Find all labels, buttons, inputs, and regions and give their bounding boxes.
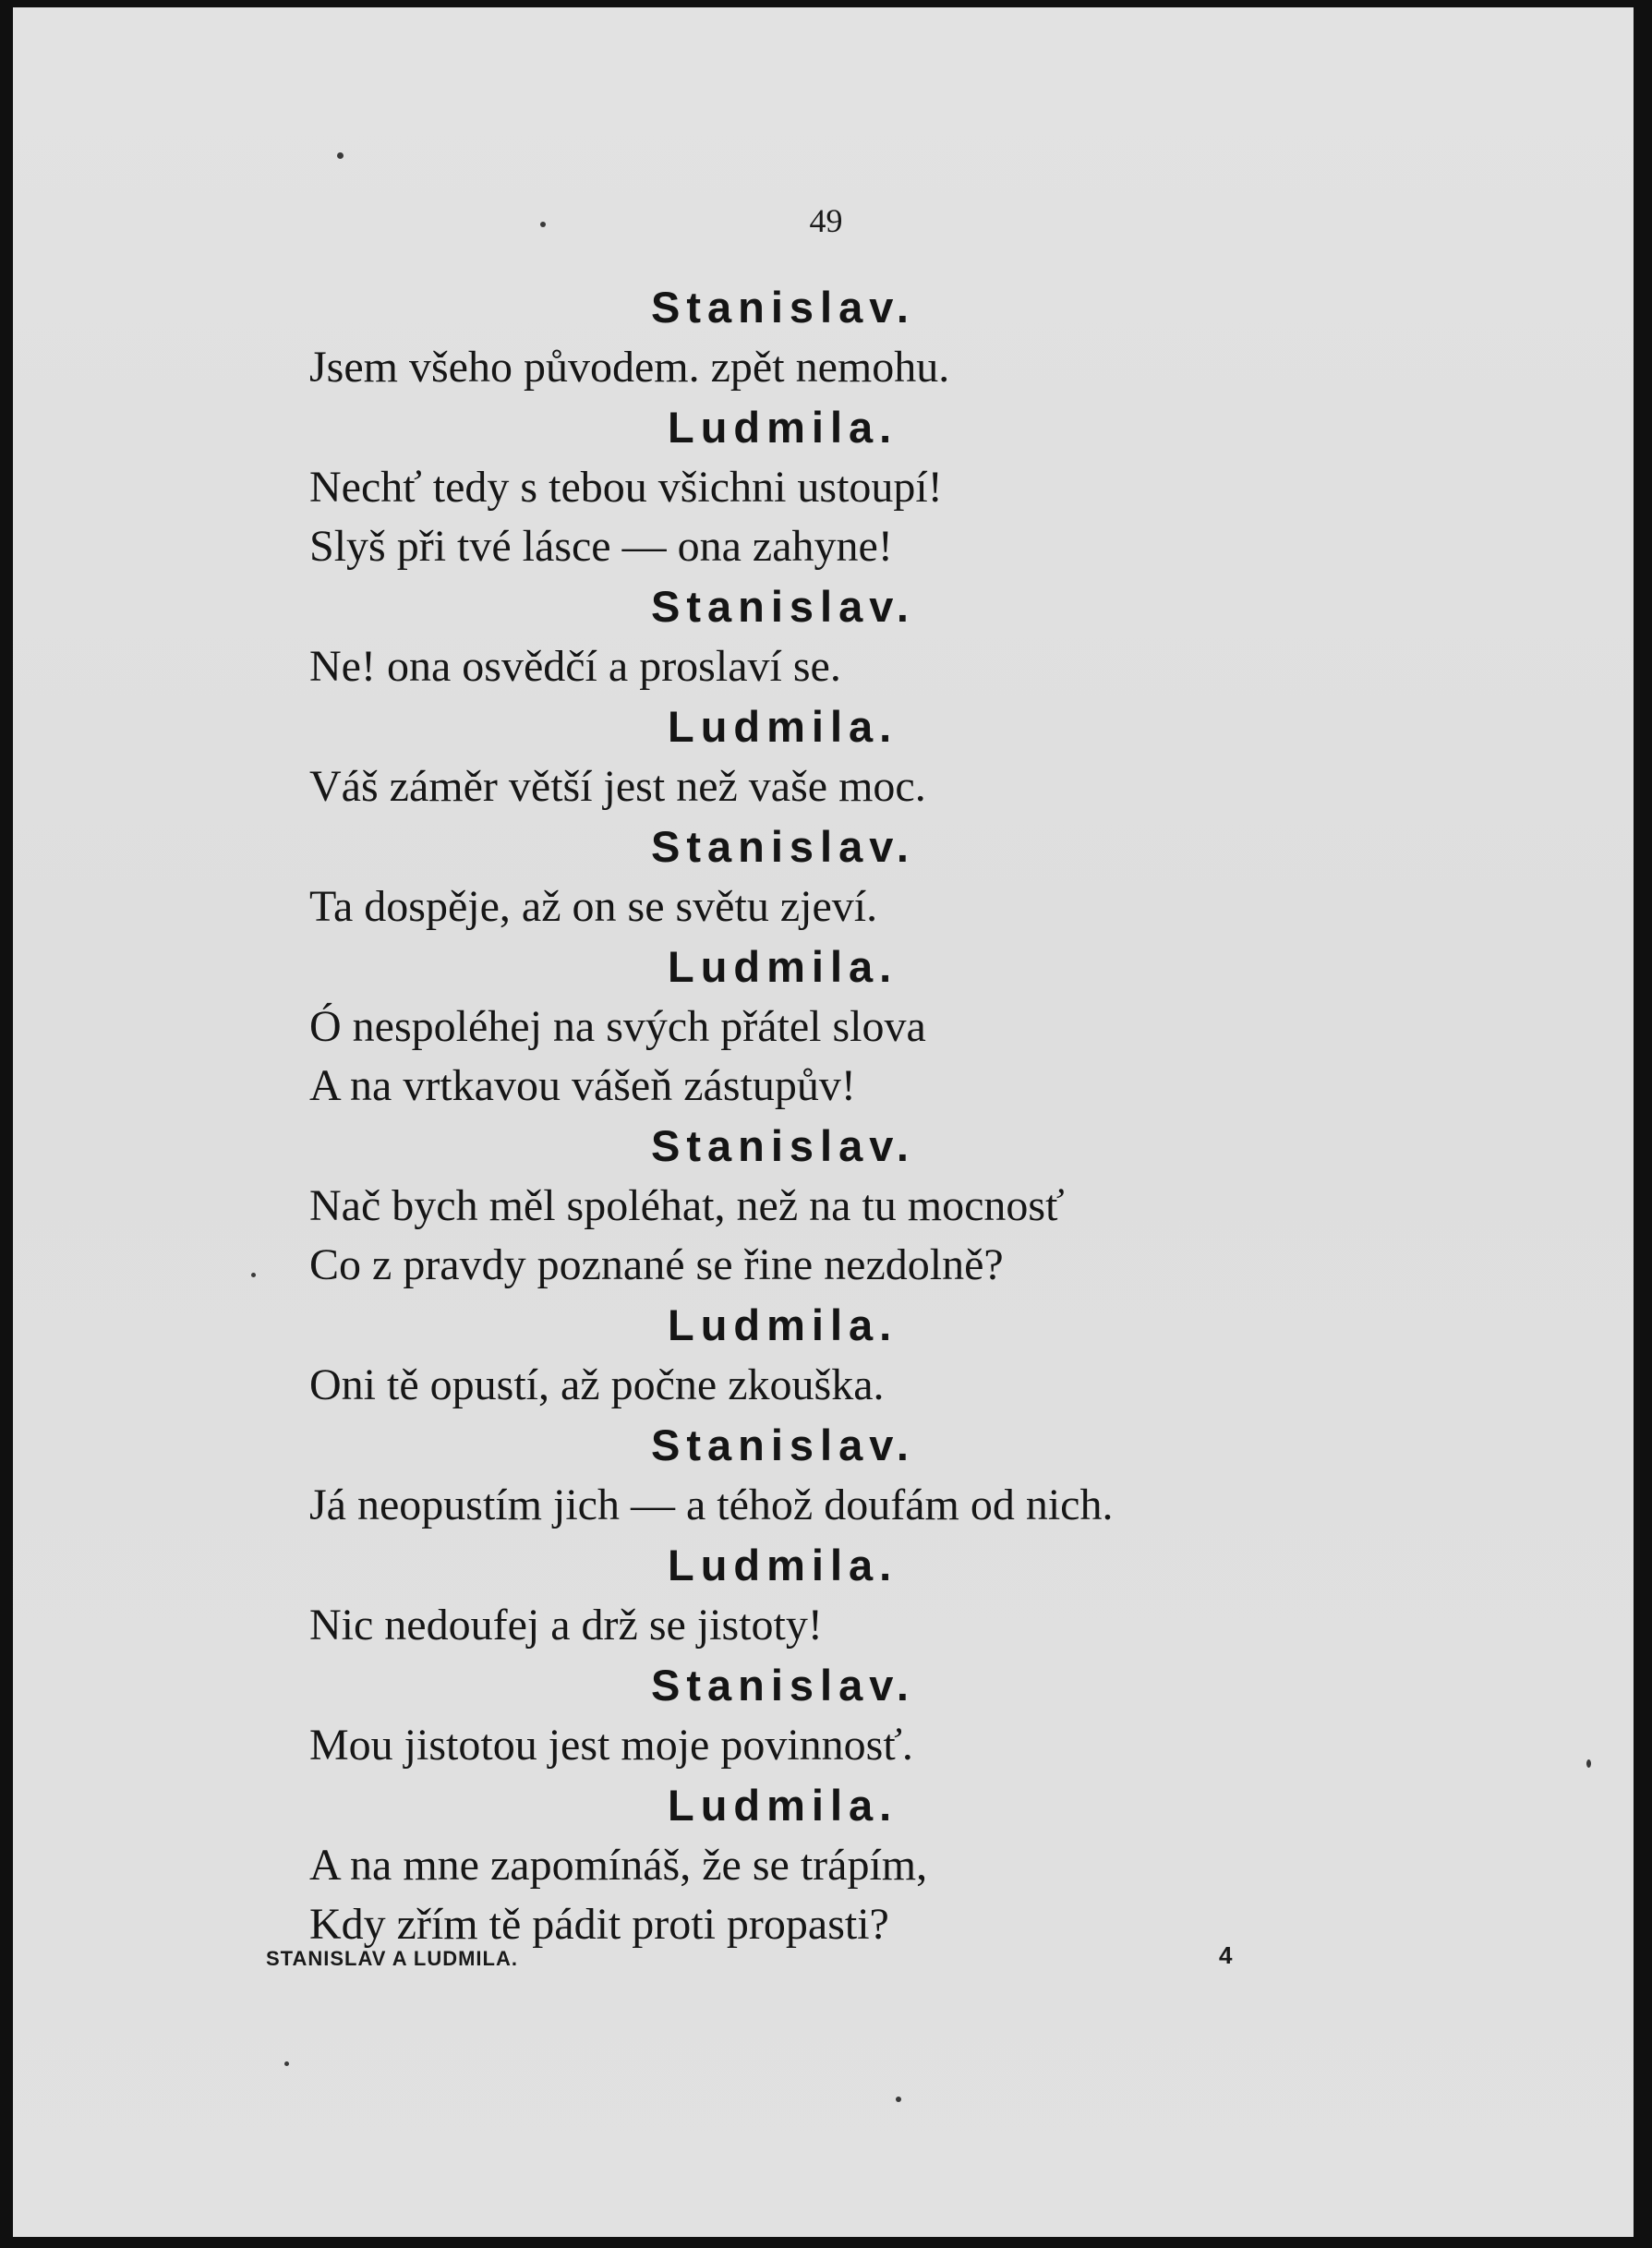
speaker-name: Stanislav. xyxy=(651,822,915,871)
verse-line: Mou jistotou jest moje povinnosť. xyxy=(309,1721,913,1770)
verse-line: Nač bych měl spoléhat, než na tu mocnosť xyxy=(309,1181,1065,1230)
speaker-name: Ludmila. xyxy=(668,1300,898,1349)
verse-line: Kdy zřím tě pádit proti propasti? xyxy=(309,1900,889,1949)
scan-speck xyxy=(284,2061,289,2066)
footer-title: STANISLAV A LUDMILA. xyxy=(266,1947,518,1970)
verse-line: A na vrtkavou vášeň zástupův! xyxy=(309,1061,856,1110)
speaker-name: Stanislav. xyxy=(651,1420,915,1469)
verse-line: Ne! ona osvědčí a proslaví se. xyxy=(309,642,841,691)
speaker-name: Stanislav. xyxy=(651,1121,915,1170)
verse-line: Co z pravdy poznané se řine nezdolně? xyxy=(309,1240,1004,1289)
speaker-name: Ludmila. xyxy=(668,942,898,991)
verse-line: Já neopustím jich — a téhož doufám od nich. xyxy=(309,1481,1114,1529)
speaker-name: Ludmila. xyxy=(668,702,898,751)
speaker-name: Stanislav. xyxy=(651,582,915,631)
verse-line: Ó nespoléhej na svých přátel slova xyxy=(309,1002,926,1051)
verse-line: Slyš při tvé lásce — ona zahyne! xyxy=(309,522,893,571)
scan-speck xyxy=(896,2097,901,2102)
page-number: 49 xyxy=(809,202,843,239)
scan-speck xyxy=(540,222,546,227)
speaker-name: Ludmila. xyxy=(668,1781,898,1830)
speaker-name: Stanislav. xyxy=(651,1661,915,1710)
scan-speck xyxy=(1586,1759,1591,1768)
speaker-name: Ludmila. xyxy=(668,1541,898,1589)
verse-line: Oni tě opustí, až počne zkouška. xyxy=(309,1360,885,1409)
verse-line: Nic nedoufej a drž se jistoty! xyxy=(309,1601,823,1650)
verse-line: Váš záměr větší jest než vaše moc. xyxy=(309,762,926,811)
scan-speck xyxy=(251,1273,256,1277)
dialogue-text xyxy=(309,277,1325,1954)
speaker-name: Stanislav. xyxy=(651,283,915,332)
speaker-name: Ludmila. xyxy=(668,403,898,452)
verse-line: Nechť tedy s tebou všichni ustoupí! xyxy=(309,463,943,512)
verse-line: A na mne zapomínáš, že se trápím, xyxy=(309,1841,928,1890)
verse-line: Jsem všeho původem. zpět nemohu. xyxy=(309,343,950,392)
signature-mark: 4 xyxy=(1219,1941,1233,1969)
scan-speck xyxy=(337,152,344,159)
verse-line: Ta dospěje, až on se světu zjeví. xyxy=(309,882,878,931)
